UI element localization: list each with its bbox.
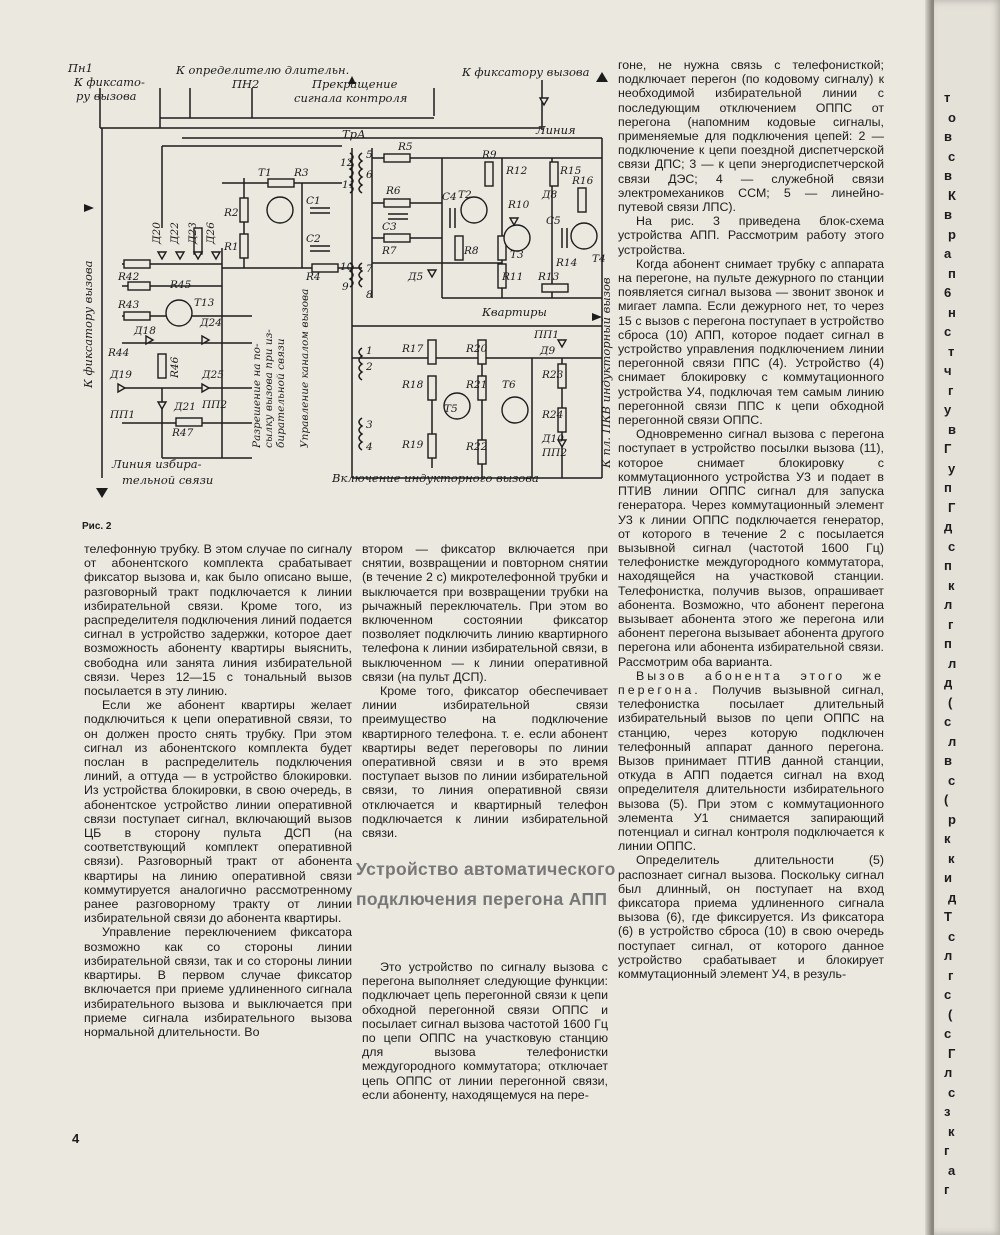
label-r10: R10	[508, 199, 530, 211]
label-r8: R8	[464, 245, 479, 257]
label-t4: Т4	[592, 253, 606, 265]
label-n1: 1	[366, 345, 373, 357]
edge-letter: (	[948, 1006, 953, 1022]
label-d9: Д9	[540, 345, 556, 357]
label-r44: R44	[108, 347, 130, 359]
edge-letter: к	[948, 850, 955, 866]
edge-letter: 6	[944, 285, 952, 300]
label-pp2-right: ПП2	[542, 447, 567, 459]
edge-letter: с	[948, 772, 956, 788]
label-pp1-left: ПП1	[110, 409, 135, 421]
edge-letter: К	[948, 187, 956, 203]
edge-letter: л	[944, 948, 953, 963]
label-c4: C4	[442, 191, 457, 203]
label-r4: R4	[306, 271, 321, 283]
label-upravlenie: Управление каналом вызова	[299, 288, 311, 448]
paragraph: Одновременно сигнал вызова с перегона поступает в устройство посылки вызова (11), которое снимает блокировку с коммутационного устройства У3 и подает в ПТИВ линии ОППС сигнал для запуска генератора. Через коммутационный элемент У3 к линии ОППС подключается генератор, от которого в течение 2 с посылается вызывной сигнал (частотой 1600 Гц) телефонистке междугородного коммутатора, находящейся на участковой станции. Телефонистка, получив вызов, опрашивает абонента. Возможно, что абонент перегона вызывает абонента этого же перегона или абонент перегона вызывает абонента другого перегона или абонента избирательной связи. Рассмотрим оба варианта.	[618, 427, 884, 669]
edge-letter: в	[944, 168, 952, 183]
label-r11: R11	[502, 271, 524, 283]
paragraph: гоне, не нужна связь с телефонисткой; подключает перегон (по кодовому сигналу) к необходимой избирательной линии с последующим отключением ОППС от перегона (напомним кодовые сигналы, применяемые для подключения цепей: 2 — подключение к цепи поездной диспетчерской связи ДПС; 3 — к цепи энергодиспетчерской связи ДЭС; 4 — служебной связи электромехаников ССМ; 5 — линейно-путевой связи ЛПС).	[618, 58, 884, 215]
label-r19: R19	[402, 439, 424, 451]
label-r47: R47	[172, 427, 194, 439]
label-c3: C3	[382, 221, 397, 233]
label-n11: 11	[342, 179, 356, 191]
paragraph: Когда абонент снимает трубку с аппарата на перегоне, на пульте дежурного по станции появляется сигнал вызова — звонит звонок и мигает лампа. Если дежурного нет, то через 15 с вызов с перегона поступает в устройство сброса (10) АПП, которое подает сигнал в устройство управления подключением линии перегонной связи ППС (4). Устройство (4) снимает блокировку с коммутационного устройства У4, подключая тем самым линию перегонной связи ППС к цепи обходной перегонной связи ОППС.	[618, 256, 884, 428]
label-r15: R15	[560, 165, 582, 177]
edge-letter: п	[944, 480, 952, 495]
label-t13: Т13	[194, 297, 215, 309]
edge-letter: ч	[944, 363, 952, 378]
label-r1: R1	[224, 241, 239, 253]
edge-letter: т	[944, 90, 951, 105]
edge-letter: п	[944, 558, 952, 573]
edge-letter: р	[948, 811, 956, 827]
edge-letter: у	[944, 402, 952, 417]
label-d22: Д22	[169, 222, 181, 244]
label-prekrashchenie-2: сигнала контроля	[294, 91, 408, 105]
edge-letter: л	[944, 1065, 953, 1080]
edge-letter: с	[948, 1084, 956, 1100]
label-d21: Д21	[174, 401, 196, 413]
text-column-3	[618, 58, 884, 981]
label-d5: Д5	[408, 271, 424, 283]
label-d19: Д19	[110, 369, 132, 381]
edge-letter: в	[948, 421, 956, 437]
label-r3: R3	[294, 167, 309, 179]
section-heading-line-1: Устройство автоматического	[356, 859, 616, 879]
label-k-opredelitelyu: К определителю длительн.	[176, 63, 350, 77]
edge-letter: Г	[948, 1045, 956, 1061]
edge-letter: Г	[944, 441, 952, 456]
paragraph: Если же абонент квартиры желает подключиться к цепи оперативной связи, то он должен просто снять трубку. При этом сигнал из абонентского комплекта будет послан в распределитель подключения линий, а оттуда — в устройство блокировки. Из устройства блокировки, в свою очередь, в абонентское устройство линии оперативной связи поступает сигнал, включающий вызов ЦБ в сторону пульта ДСП (на соответствующий комплект оперативной связи). Разговорный тракт от абонента квартиры на линию оперативной связи коммутируется аналогично рассмотренному ранее разговорному тракту от линии избирательной связи до абонента квартиры.	[84, 698, 352, 926]
label-r17: R17	[402, 343, 424, 355]
label-razreshenie-2: сылку вызова при из-	[263, 329, 275, 448]
label-n6: 6	[366, 169, 373, 181]
edge-letter: г	[948, 967, 954, 983]
label-d24: Д24	[200, 317, 222, 329]
edge-letter: д	[944, 519, 953, 534]
label-r46: R46	[169, 356, 181, 378]
label-t3: Т3	[510, 249, 524, 261]
edge-letter: д	[948, 889, 957, 905]
paragraph: На рис. 3 приведена блок-схема устройства АПП. Рассмотрим работу этого устройства.	[618, 214, 884, 257]
label-n7: 7	[366, 263, 373, 275]
edge-letter: с	[944, 324, 952, 339]
paragraph-lead: Вызов абонента этого же перегона.	[618, 668, 884, 697]
edge-letter: (	[944, 792, 949, 807]
label-k-fiksatoru-side: К фиксатору вызова	[81, 260, 95, 388]
section-heading-line-2: подключения перегона АПП	[356, 889, 608, 909]
edge-letter: л	[944, 597, 953, 612]
edge-letter: т	[948, 343, 955, 359]
edge-letter: п	[944, 636, 952, 651]
edge-letter: г	[944, 1143, 950, 1158]
text-column-2	[362, 542, 608, 840]
paragraph: Кроме того, фиксатор обеспечивает линии избирательной связи преимущество на подключение квартирного телефона. т. е. если абонент квартиры ведет переговоры по линии оперативной связи и в это время поступает вызов по линии избирательной связи, то линия оперативной связи отключается и квартирный телефон подключается к линии избирательной связи.	[362, 684, 608, 841]
label-r42: R42	[118, 271, 140, 283]
label-n12: 12	[340, 157, 354, 169]
label-prekrashchenie-1: Прекращение	[312, 77, 398, 91]
label-c2: C2	[306, 233, 321, 245]
edge-letter: с	[944, 987, 952, 1002]
label-c5: C5	[546, 215, 561, 227]
label-k-fiksatoru-1: К фиксато-	[74, 75, 145, 89]
label-tra: ТрА	[342, 127, 366, 141]
paragraph	[618, 669, 884, 854]
page-number: 4	[72, 1131, 80, 1146]
label-r21: R21	[466, 379, 488, 391]
edge-letter: в	[944, 753, 952, 768]
edge-letter: г	[944, 1182, 950, 1197]
edge-letter: с	[948, 928, 956, 944]
label-r12: R12	[506, 165, 528, 177]
label-r24: R24	[542, 409, 564, 421]
label-r16: R16	[572, 175, 594, 187]
edge-letter: к	[948, 1123, 955, 1139]
edge-letter: л	[948, 655, 957, 671]
label-razreshenie-3: бирательной связи	[275, 338, 287, 448]
edge-letter: г	[948, 616, 954, 632]
label-pp1-right: ПП1	[534, 329, 559, 341]
label-d8: Д8	[542, 189, 558, 201]
label-kvartiry: Квартиры	[482, 305, 547, 319]
label-n3: 3	[366, 419, 373, 431]
edge-letter: с	[948, 148, 956, 164]
label-c1: C1	[306, 195, 321, 207]
label-n8: 8	[366, 289, 373, 301]
label-r6: R6	[386, 185, 401, 197]
label-d20: Д20	[151, 222, 163, 244]
text-column-1	[84, 542, 352, 1039]
edge-letter: у	[948, 460, 956, 476]
label-liniya-izb-1: Линия избира-	[112, 457, 202, 471]
edge-letter: п	[948, 265, 956, 281]
label-t5: Т5	[444, 403, 458, 415]
edge-letter: л	[948, 733, 957, 749]
text-column-2-lower	[362, 960, 608, 1102]
label-vklyuchenie: Включение индукторного вызова	[332, 471, 539, 485]
edge-letter: р	[948, 226, 956, 242]
paragraph: втором — фиксатор включается при снятии, возвращении и повторном снятии (в течение 2 с) микротелефонной трубки и выключается при возвращении трубки на рычажный переключатель. При этом во включенном состоянии фиксатор позволяет подключить линию квартирного телефона к линии избирательной связи, в выключенном — к линии оперативной связи (на пульт ДСП).	[362, 542, 608, 684]
label-pn1: Пн1	[68, 61, 93, 75]
edge-letter: в	[944, 129, 952, 144]
label-t2: Т2	[458, 189, 472, 201]
label-r23: R23	[542, 369, 564, 381]
label-k-fiksatoru-top: К фиксатору вызова	[462, 65, 590, 79]
label-d26: Д26	[205, 222, 217, 244]
paragraph: телефонную трубку. В этом случае по сигналу от абонентского комплекта срабатывает фиксатор вызова и, как было описано выше, разговорный тракт подключается к линии избирательной связи. Кроме того, из распределителя подключения линий подается сигнал в устройство задержки, которое дает возможность абоненту квартиры выяснить, свободна или занята линия избирательной связи. Через 12—15 с тональный вызов посылается в эту линию.	[84, 542, 352, 699]
label-t6: Т6	[502, 379, 516, 391]
facing-page-edge	[932, 0, 1000, 1235]
edge-letter: и	[944, 870, 952, 885]
label-n10: 10	[340, 261, 354, 273]
label-d10: Д10	[542, 433, 564, 445]
paragraph: Управление переключением фиксатора возможно как со стороны линии избирательной связи, так и со стороны линии квартиры. В первом случае фиксатор включается при приеме удлиненного сигнала избирательного вызова и выключается при приеме сигнала избирательного вызова нормальной длительности. Во	[84, 925, 352, 1039]
label-d25: Д25	[202, 369, 224, 381]
label-d23: Д23	[187, 222, 199, 244]
label-pn2: ПН2	[232, 77, 260, 91]
edge-letter: Т	[944, 909, 952, 924]
edge-letter: (	[948, 694, 953, 710]
label-n2: 2	[366, 361, 373, 373]
label-r22: R22	[466, 441, 488, 453]
label-r43: R43	[118, 299, 140, 311]
label-r45: R45	[170, 279, 192, 291]
edge-letter: д	[944, 675, 953, 690]
label-d18: Д18	[134, 325, 156, 337]
edge-letter: г	[948, 382, 954, 398]
label-r7: R7	[382, 245, 397, 257]
label-n5: 5	[366, 149, 373, 161]
label-n9: 9	[342, 281, 349, 293]
edge-letter: а	[948, 1162, 956, 1178]
label-r2: R2	[224, 207, 239, 219]
edge-letter: о	[948, 109, 956, 125]
edge-letter: з	[944, 1104, 951, 1119]
edge-letter: с	[944, 714, 952, 729]
label-pp2-left: ПП2	[202, 399, 227, 411]
label-r20: R20	[466, 343, 488, 355]
edge-letter: в	[944, 207, 952, 222]
label-r5: R5	[398, 141, 413, 153]
label-r18: R18	[402, 379, 424, 391]
label-n4: 4	[366, 441, 373, 453]
edge-letter: а	[944, 246, 952, 261]
label-liniya: Линия	[536, 123, 576, 137]
label-r13: R13	[538, 271, 560, 283]
circuit-schematic	[62, 58, 622, 498]
figure-caption: Рис. 2	[82, 521, 112, 532]
edge-letter: Г	[948, 499, 956, 515]
label-k-pl-pkv: К пл. ПКВ индукторный вызов	[599, 277, 613, 468]
label-r14: R14	[556, 257, 578, 269]
label-k-fiksatoru-2: ру вызова	[76, 89, 137, 103]
label-r9: R9	[482, 149, 497, 161]
paragraph: Это устройство по сигналу вызова с перегона выполняет следующие функции: подключает цепь перегонной связи к цепи обходной перегонной связи ОППС и посылает сигнал вызова частотой 1600 Гц по цепи ОППС на участковую станцию для вызова телефонистки междугородного коммутатора; отключает цепь ОППС от линии перегонной связи, если абоненту, находящемуся на пере-	[362, 960, 608, 1102]
edge-letter: с	[944, 1026, 952, 1041]
label-razreshenie-1: Разрешение на по-	[251, 343, 263, 448]
paragraph: Определитель длительности (5) распознает сигнал вызова. Поскольку сигнал был длинный, он поступает на вход фиксатора приема удлиненного сигнала вызова (6), где фиксируется. Из фиксатора (6) в устройство сброса (10) в свою очередь поступает сигнал, от которого данное устройство срабатывает и блокирует коммутационный элемент У4, в резуль-	[618, 853, 884, 981]
section-heading	[356, 854, 616, 936]
edge-letter: к	[948, 577, 955, 593]
paragraph-rest: Получив вызывной сигнал, телефонистка посылает длительный избирательный вызов по цепи ОППС на станцию, через которую подключен телефонный аппарат данного перегона. Вызов принимает ПТИВ данной станции, откуда в АПП подается сигнал на вход определителя длительности избирательного вызова (5). При этом с коммутационного элемента У1 снимается запирающий потенциал и сигнал контроля подключается к линии ОППС.	[618, 682, 884, 854]
label-t1: Т1	[258, 167, 272, 179]
edge-letter: к	[944, 831, 951, 846]
label-liniya-izb-2: тельной связи	[122, 473, 214, 487]
edge-letter: с	[948, 538, 956, 554]
edge-letter: н	[948, 304, 956, 320]
